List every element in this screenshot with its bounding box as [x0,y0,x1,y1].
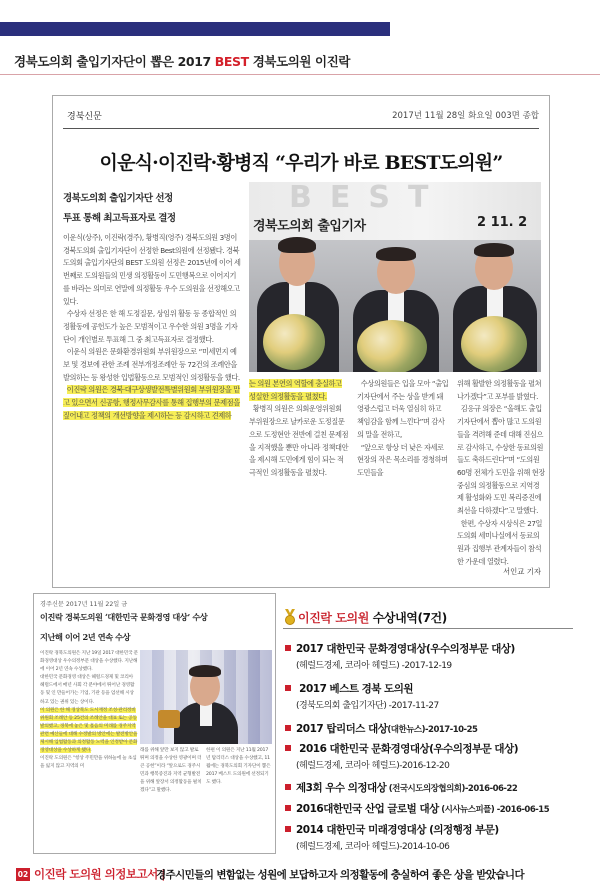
person-hair [376,247,416,261]
clipping-subtitle-2: 투표 통해 최고득표자로 결정 [63,213,176,224]
article-column-mid: 래를 위해 앞만 보지 않고 발로뛰며 의정을 수상한 영광이며 더 큰 공헌”이라 “앞으로도 경주시민과 행복증진과 지역 균형발전을 위해 앞장서 의정활동을 펼치겠다”고 말했다. [140,748,202,794]
award-item: 2016대한민국 산업 글로벌 대상 (시사뉴스피플) -2016-06-15 [285,797,549,816]
award-photo [249,182,541,372]
bullet-icon [285,826,291,832]
bullet-icon [285,805,291,811]
footer-title: 이진락 도의원 의정보고서 | [34,867,165,881]
clipping-source: 경북신문 [67,112,102,122]
clipping-date: 2017년 11월 28일 화요일 003면 종합 [392,111,539,121]
page-number: 02 [17,870,29,879]
award-item: 2014 대한민국 미래경영대상 (의정행정 부문) (헤럴드경제, 코리아 헤럴드)-2014-10-06 [285,818,499,852]
photo-banner-date: 2 11. 2 [477,215,528,230]
bullet-icon [285,725,291,731]
awards-divider [283,628,573,629]
newspaper-clipping-gyeongbuk [52,95,550,588]
clipping-title: 이진락 경북도의원 ‘대한민국 문화경영 대상’ 수상 [40,612,208,622]
flower-bouquet [357,320,427,372]
bullet-icon [285,645,291,651]
article-column-right: 한편 이 의원은 지난 11월 2017년 탑리더스 대상을 수상했고, 11월에는 경북도의회 기자단이 뽑은 2017 베스트 도의원에 선정되기도 했다. [206,748,271,786]
highlighted-text: 이 의원은 한 해 경상북도 도시재정 조성·관리정비위원회 조례안 등 25건의 조례안을 대표 또는 공동발의했고, 경북에 놓은 및 흘음의 미래를 경주지역 관련 예산들에 대해 수정발의 방안에는 발전방안을 제시해 입법활동과 의정활동 노력을 인정받아 문화경영대상을 수상하게 됐다. [40,707,138,754]
award-photo [140,650,272,744]
highlighted-text: 는 의원 본연의 역할에 충실하고 성실한 의정활동을 펼쳤다. [249,379,342,401]
award-plaque [158,710,180,728]
clipping-subtitle: 지난해 이어 2년 연속 수상 [40,632,131,642]
reporter-byline: 서인교 기자 [502,567,541,576]
highlighted-text: 이진락 의원은 경북·대구상생발전특별위원회 부위원장을 맡고 있으면서 신공항, 행정사무감사를 통해 집행부의 문제점을 짚어내고 정책의 개선방향을 제시하는 등 감시하고 견제하 [63,385,240,420]
flower-bouquet [263,314,325,370]
page-headline: 경북도의회 출입기자단이 뽑은 2017 BEST 경북도의원 이진락 [14,54,351,69]
award-item: 2016 대한민국 문화경영대상(우수의정부문 대상) (헤럴드경제, 코리아 헤럴드)-2016-12-20 [285,737,518,771]
newspaper-clipping-gyeongju [33,593,276,854]
flower-bouquet [461,316,527,372]
medal-icon [283,609,297,625]
clipping-subtitle-1: 경북도의회 출입기자단 선정 [63,193,173,204]
clipping-rule [63,128,539,129]
award-item: 제3회 우수 의정대상 (전국시도의장협의회)-2016-06-22 [285,776,517,795]
clipping-source: 경주신문 2017년 11월 22일 금 [40,601,128,608]
awards-title: 이진락 도의원 수상내역(7건) [298,611,447,625]
person-hair [474,243,514,257]
award-item: 2017 탑리더스 대상(대한뉴스)-2017-10-25 [285,717,477,736]
headline-divider [0,74,600,75]
article-column-left: 이진락 경북도의원은 지난 19일 2017 대한민국 문화경영대상 우수의정부문 대상을 수상했다. 지난해에 이어 2년 연속 수상했다. 대한민국 문화경영 대상은 헤럴드경제 및 코리아 헤럴드에서 매년 사회 각 분야에서 뛰어난 경영활동 및 인 만들어가는 기업, 기관 등을 엄선해 시상하고 있는 권위 있는 상이다. 이 의원은 한 해 경상북도 도시재정 조성·관리정비위원회 조례안 등 25건의 조례안을 대표 또는 공동발의했고, 경북에 놓은 및 흘음의 미래를 경주지역 관련 예산들에 대해 수정발의 방안에는 발전방안을 제시해 입법활동과 의정활동 노력을 인정받아 문화경영대상을 수상하게 됐다. 이진락 도의원은 “항상 주민만을 위하늘에 늘 초심을 잃지 않고 지역의 미 [40,651,138,770]
article-column-b: 수상의원들은 입을 모아 “출입기자단에서 주는 상을 받게 돼 영광스럽고 더욱 열심히 하고 책임감을 함께 느낀다”며 감사의 말을 전하고, “앞으로 항상 더 낮은 자세로 현장의 작은 목소리를 경청하며 도민들을 [357,379,449,477]
bullet-icon [285,685,291,691]
photo-banner-text: 경북도의회 출입기자 [253,219,366,234]
award-item: 2017 대한민국 문화경영대상(우수의정부문 대상) (헤럴드경제, 코리아 헤럴드) -2017-12-19 [285,637,515,671]
person-hair [278,237,316,253]
award-item: 2017 베스트 경북 도의원 (경북도의회 출입기자단) -2017-11-27 [285,677,439,711]
footer-text: 경주시민들의 변함없는 성원에 보답하고자 의정활동에 충실하여 좋은 상을 받았습니다 [156,869,524,881]
best-word: BEST [214,54,249,69]
clipping-title: 이운식·이진락·황병직 “우리가 바로 BEST도의원” [99,152,503,174]
person-hair [189,665,221,677]
article-column-left: 이운식(상주), 이진락(경주), 황병직(영주) 경북도의원 3명이 경북도의회 출입기자단이 선정한 Best의원에 선정됐다. 경북도의회 출입기자단의 BEST 도의원 선정은 2015년에 이어 세번째로 도의원들의 민생 의정활동이 도민행복으로 이어지기를 바라는 의미로 연말에 의정활동 우수 도의원을 선정해오고 있다. 수상자 선정은 한 해 도정질문, 상임위 활동 등 종합적인 의정활동에 공헌도가 높은 모범적이고 우수한 의원 3명을 기자단이 개인별로 투표해 그 중 최고득표자로 결정했다. 이운식 의원은 문화환경위원회 부위원장으로 “미세먼지 예보 및 경보에 관한 조례 전부개정조례안 등 72건의 조례안을 발의하는 등 왕성한 입법활동으로 모범적인 의정활동을 했다. 이진락 의원은 경북·대구상생발전특별위원회 부위원장을 맡고 있으면서 신공항, 행정사무감사를 통해 집행부의 문제점을 짚어내고 정책의 개선방향을 제시하는 등 감시하고 견제하 [63,233,241,420]
photo-banner-big-text: BEST [289,182,447,215]
article-column-c: 위해 활발한 의정활동을 펼쳐 나가겠다”고 포부를 밝혔다. 김응규 의장은 “올해도 출입기자단에서 뽑아 많고 도의원들을 격려해 준데 대해 진심으로 감사하고, 수상한 동료의원들도 축하드린다”며 “도의원 60명 전체가 도민을 위해 현장 중심의 의정활동으로 지역경제 활성화와 도민 복리증진에 최선을 다하겠다”고 말했다. 한편, 수상자 시상식은 27일 도의회 세미나실에서 동료의원과 집행부 관계자들이 참석한 가운데 열렸다. [457,379,545,566]
top-navy-bar [0,22,390,36]
bullet-icon [285,784,291,790]
bullet-icon [285,745,291,751]
article-column-a: 는 의원 본연의 역할에 충실하고 성실한 의정활동을 펼쳤다. 황병직 의원은 의회운영위원회 부위원장으로 날카로운 도정질문으로 도정현안 전반에 걸친 문제점을 지적했을 뿐만 아니라 정책대안을 제시해 도민에게 힘이 되는 적극적인 의정활동을 펼쳤다. [249,379,349,477]
